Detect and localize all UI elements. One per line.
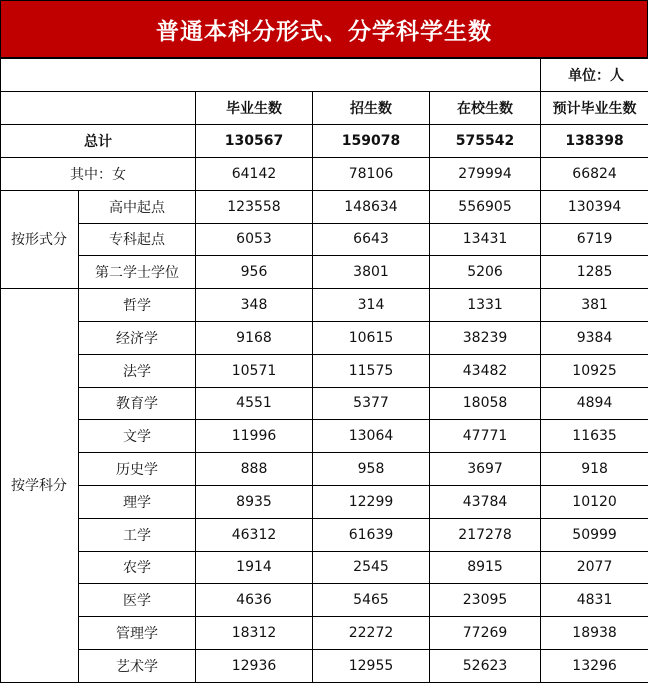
- cell-value: 3697: [430, 453, 541, 486]
- cell-value: 10571: [196, 354, 313, 387]
- cell-value: 9168: [196, 321, 313, 354]
- cell-value: 8935: [196, 485, 313, 518]
- cell-value: 5377: [313, 387, 430, 420]
- cell-value: 18938: [541, 617, 648, 650]
- cell-value: 12936: [196, 649, 313, 682]
- cell-value: 12299: [313, 485, 430, 518]
- discipline-row: [1, 617, 648, 650]
- header-enrollment: 招生数: [313, 92, 430, 125]
- cell-value: 22272: [313, 617, 430, 650]
- cell-value: 11575: [313, 354, 430, 387]
- cell-value: 1914: [196, 551, 313, 584]
- header-expected-graduates: 预计毕业生数: [541, 92, 648, 125]
- cell-value: 18058: [430, 387, 541, 420]
- cell-value: 6719: [541, 223, 648, 256]
- discipline-row: [1, 321, 648, 354]
- row-label: 艺术学: [79, 649, 196, 682]
- header-in-school: 在校生数: [430, 92, 541, 125]
- student-count-table: [0, 58, 648, 683]
- form-row: [1, 190, 648, 223]
- group-label: 按形式分: [1, 190, 79, 288]
- row-label: 经济学: [79, 321, 196, 354]
- page-title: 普通本科分形式、分学科学生数: [0, 0, 648, 58]
- row-label: 工学: [79, 518, 196, 551]
- cell-value: 6053: [196, 223, 313, 256]
- cell-value: 348: [196, 289, 313, 322]
- cell-value: 148634: [313, 190, 430, 223]
- cell-value: 3801: [313, 256, 430, 289]
- row-label: 医学: [79, 584, 196, 617]
- cell-value: 46312: [196, 518, 313, 551]
- cell-value: 6643: [313, 223, 430, 256]
- cell-value: 1331: [430, 289, 541, 322]
- cell-value: 38239: [430, 321, 541, 354]
- cell-value: 1285: [541, 256, 648, 289]
- header-row: [1, 92, 648, 125]
- cell-value: 4636: [196, 584, 313, 617]
- female-value: 279994: [430, 158, 541, 191]
- female-value: 66824: [541, 158, 648, 191]
- group-label: 按学科分: [1, 289, 79, 683]
- row-label: 高中起点: [79, 190, 196, 223]
- row-label: 专科起点: [79, 223, 196, 256]
- row-label: 文学: [79, 420, 196, 453]
- cell-value: 11635: [541, 420, 648, 453]
- total-label: 总计: [1, 125, 196, 158]
- cell-value: 8915: [430, 551, 541, 584]
- row-label: 教育学: [79, 387, 196, 420]
- discipline-row: [1, 649, 648, 682]
- total-value: 138398: [541, 125, 648, 158]
- form-row: [1, 223, 648, 256]
- unit-spacer: [1, 59, 541, 92]
- cell-value: 2077: [541, 551, 648, 584]
- unit-row: [1, 59, 648, 92]
- cell-value: 9384: [541, 321, 648, 354]
- cell-value: 61639: [313, 518, 430, 551]
- header-corner: [1, 92, 196, 125]
- cell-value: 13064: [313, 420, 430, 453]
- cell-value: 130394: [541, 190, 648, 223]
- row-label: 第二学士学位: [79, 256, 196, 289]
- cell-value: 5206: [430, 256, 541, 289]
- cell-value: 5465: [313, 584, 430, 617]
- cell-value: 77269: [430, 617, 541, 650]
- cell-value: 13296: [541, 649, 648, 682]
- cell-value: 18312: [196, 617, 313, 650]
- row-label: 法学: [79, 354, 196, 387]
- header-graduates: 毕业生数: [196, 92, 313, 125]
- cell-value: 956: [196, 256, 313, 289]
- cell-value: 47771: [430, 420, 541, 453]
- cell-value: 4894: [541, 387, 648, 420]
- row-label: 理学: [79, 485, 196, 518]
- cell-value: 556905: [430, 190, 541, 223]
- female-label: 其中：女: [1, 158, 196, 191]
- discipline-row: [1, 584, 648, 617]
- row-label: 历史学: [79, 453, 196, 486]
- total-value: 130567: [196, 125, 313, 158]
- cell-value: 4831: [541, 584, 648, 617]
- cell-value: 10925: [541, 354, 648, 387]
- discipline-row: [1, 387, 648, 420]
- cell-value: 23095: [430, 584, 541, 617]
- discipline-row: [1, 518, 648, 551]
- cell-value: 888: [196, 453, 313, 486]
- discipline-row: [1, 485, 648, 518]
- discipline-row: [1, 354, 648, 387]
- total-row: [1, 125, 648, 158]
- form-row: [1, 256, 648, 289]
- discipline-row: [1, 420, 648, 453]
- row-label: 农学: [79, 551, 196, 584]
- unit-label: 单位：人: [541, 59, 648, 92]
- cell-value: 381: [541, 289, 648, 322]
- row-label: 哲学: [79, 289, 196, 322]
- discipline-row: [1, 289, 648, 322]
- cell-value: 11996: [196, 420, 313, 453]
- cell-value: 50999: [541, 518, 648, 551]
- cell-value: 123558: [196, 190, 313, 223]
- cell-value: 4551: [196, 387, 313, 420]
- female-value: 78106: [313, 158, 430, 191]
- total-value: 575542: [430, 125, 541, 158]
- cell-value: 10120: [541, 485, 648, 518]
- cell-value: 52623: [430, 649, 541, 682]
- cell-value: 217278: [430, 518, 541, 551]
- cell-value: 43482: [430, 354, 541, 387]
- cell-value: 13431: [430, 223, 541, 256]
- discipline-row: [1, 453, 648, 486]
- cell-value: 43784: [430, 485, 541, 518]
- cell-value: 2545: [313, 551, 430, 584]
- discipline-row: [1, 551, 648, 584]
- female-row: [1, 158, 648, 191]
- cell-value: 918: [541, 453, 648, 486]
- row-label: 管理学: [79, 617, 196, 650]
- cell-value: 958: [313, 453, 430, 486]
- total-value: 159078: [313, 125, 430, 158]
- cell-value: 10615: [313, 321, 430, 354]
- female-value: 64142: [196, 158, 313, 191]
- cell-value: 314: [313, 289, 430, 322]
- cell-value: 12955: [313, 649, 430, 682]
